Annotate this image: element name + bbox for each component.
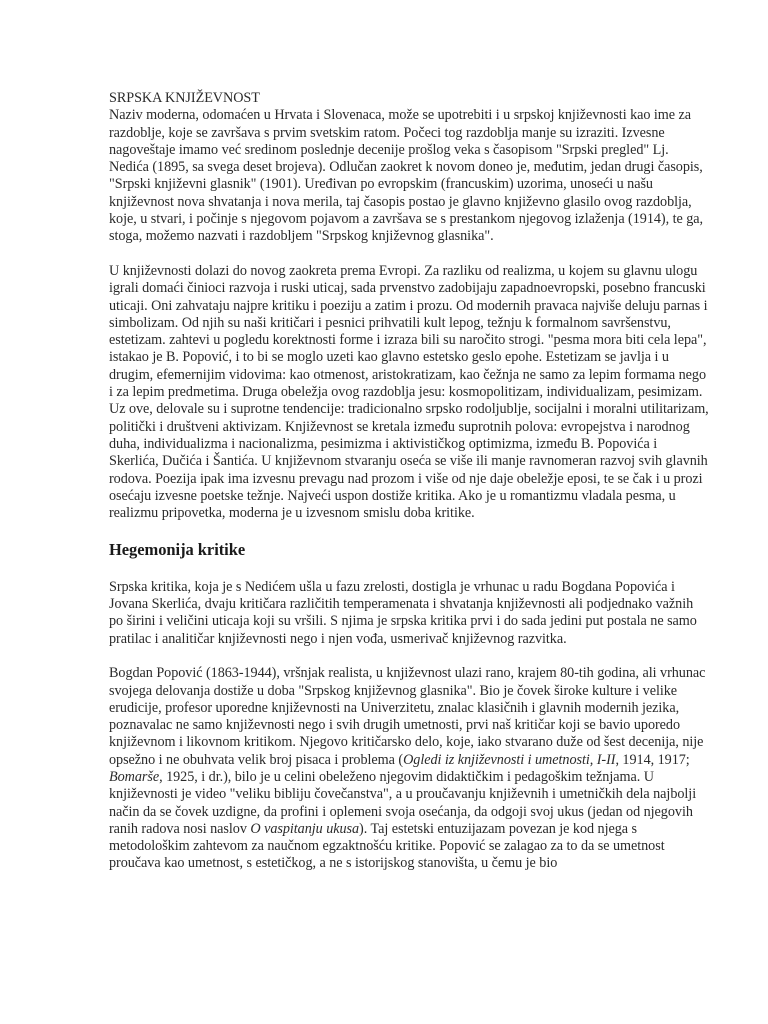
paragraph-popovic xyxy=(109,665,709,873)
book-title-ogledi: Ogledi iz književnosti i umetnosti, I-II xyxy=(403,751,616,768)
popovic-text-3: , 1925, i dr.), bilo je u celini obeleženo njegovim didaktičkim i pedagoškim težnjama. U književnosti je video "veliku bibliju čovečanstva", a u proučavanju književnih i umetničkih dela najbolji način da se čovek uzdigne, da profini i oplemeni svoja osećanja, da odgoji svoj ukus (jedan od njegovih ranih radova nosi naslov xyxy=(109,768,697,837)
document-body xyxy=(109,90,709,890)
paragraph-intro-text: Naziv moderna, odomaćen u Hrvata i Slovenaca, može se upotrebiti i u srpskoj književnosti kao ime za razdoblje, koje se završava s prvim svetskim ratom. Počeci tog razdoblja manje su izraziti. Izvesne nagoveštaje imamo već sredinom poslednje decenije prošlog veka s časopisom "Srpski pregled" Lj. Nedića (1895, sa svega deset brojeva). Odlučan zaokret k novom doneo je, međutim, jedan drugi časopis, "Srpski književni glasnik" (1901). Uređivan po evropskim (francuskim) uzorima, unoseći u našu književnost nova shvatanja i nova merila, taj časopis postao je glavno književno glasilo ovog razdoblja, koje, u stvari, i počinje s njegovom pojavom a završava se s prestankom njegovog izlaženja (1914), te ga, stoga, možemo nazvati i razdobljem "Srpskog književnog glasnika". xyxy=(109,107,703,245)
document-title: SRPSKA KNJIŽEVNOST xyxy=(109,90,260,106)
section-heading: Hegemonija kritike xyxy=(109,539,246,559)
paragraph-intro xyxy=(109,90,709,246)
popovic-text-2: , 1914, 1917; xyxy=(615,751,690,768)
popovic-text-4: ). Taj estetski entuzijazam povezan je kod njega s metodološkim zahtevom za naučnom egzaktnošću kritike. Popović se zalagao za to da se umetnost proučava kao umetnost, s estetičkog, a ne s istorijskog stanovišta, u čemu je bio xyxy=(109,820,665,872)
book-title-vaspitanje: O vaspitanju ukusa xyxy=(250,820,360,837)
popovic-text-1: Bogdan Popović (1863-1944), vršnjak realista, u književnost ulazi rano, krajem 80-tih godina, ali vrhunac svojega delovanja dostiže u doba "Srpskog književnog glasnika". Bio je čovek široke kulture i velike erudicije, profesor uporedne književnosti na Univerzitetu, znalac klasičnih i glavnih modernih jezika, poznavalac ne samo književnosti nego i svih drugih umetnosti, prvi naš kritičar koji se bavio uporedo književnom i likovnom kritikom. Njegovo kritičarsko delo, koje, iako stvarano duže od šest decenija, nije opsežno i ne obuhvata velik broj pisaca i problema ( xyxy=(109,665,706,768)
paragraph-criticism: Srpska kritika, koja je s Nedićem ušla u fazu zrelosti, dostigla je vrhunac u radu Bogdana Popovića i Jovana Skerlića, dvaju kritičara različitih temperamenata i shvatanja književnosti ali podjednako važnih po širini i veličini uticaja koji su vršili. S njima je srpska kritika prvi i do sada jedini put postala ne samo pratilac i analitičar književnosti nego i njen vođa, usmerivač književnog razvitka. xyxy=(109,578,697,647)
paragraph-europe: U književnosti dolazi do novog zaokreta prema Evropi. Za razliku od realizma, u kojem su glavnu ulogu igrali domaći činioci razvoja i ruski uticaj, sada prvenstvo zadobijaju zapadnoevropski, posebno francuski uticaji. Oni zahvataju najpre kritiku i poeziju a zatim i prozu. Od modernih pravaca najviše deluju parnas i simbolizam. Od njih su naši kritičari i pesnici prihvatili kult lepog, težnju k formalnom savršenstvu, estetizam. zahtevi u pogledu korektnosti forme i izraza bili su naročito strogi. "pesma mora biti cela lepa", istakao je B. Popović, i to bi se moglo uzeti kao glavno estetsko geslo epohe. Estetizam se javlja i u drugim, efemernijim vidovima: kao otmenost, aristokratizam, kao čežnja ne samo za lepim formama nego i za lepim predmetima. Druga obeležja ovog razdoblja jesu: kosmopolitizam, individualizam, pesimizam. Uz ove, delovale su i suprotne tendencije: tradicionalno srpsko rodoljublje, socijalni i moralni utilitarizam, politički i društveni aktivizam. Književnost se kretala između suprotnih polova: evropejstva i narodnog duha, individualizma i nacionalizma, pesimizma i aktivističkog optimizma, između B. Popovića i Skerlića, Dučića i Šantića. U književnom stvaranju oseća se više ili manje ravnomeran razvoj svih glavnih rodova. Poezija ipak ima izvesnu prevagu nad prozom i više od nje daje obeležje eposi, te se čak i u prozi osećaju izvesne poetske težnje. Najveći uspon dostiže kritika. Ako je u romantizmu vladala pesma, u realizmu pripovetka, moderna je u izvesnom smislu doba kritike. xyxy=(109,262,709,522)
book-title-bomarse: Bomarše xyxy=(109,768,160,785)
